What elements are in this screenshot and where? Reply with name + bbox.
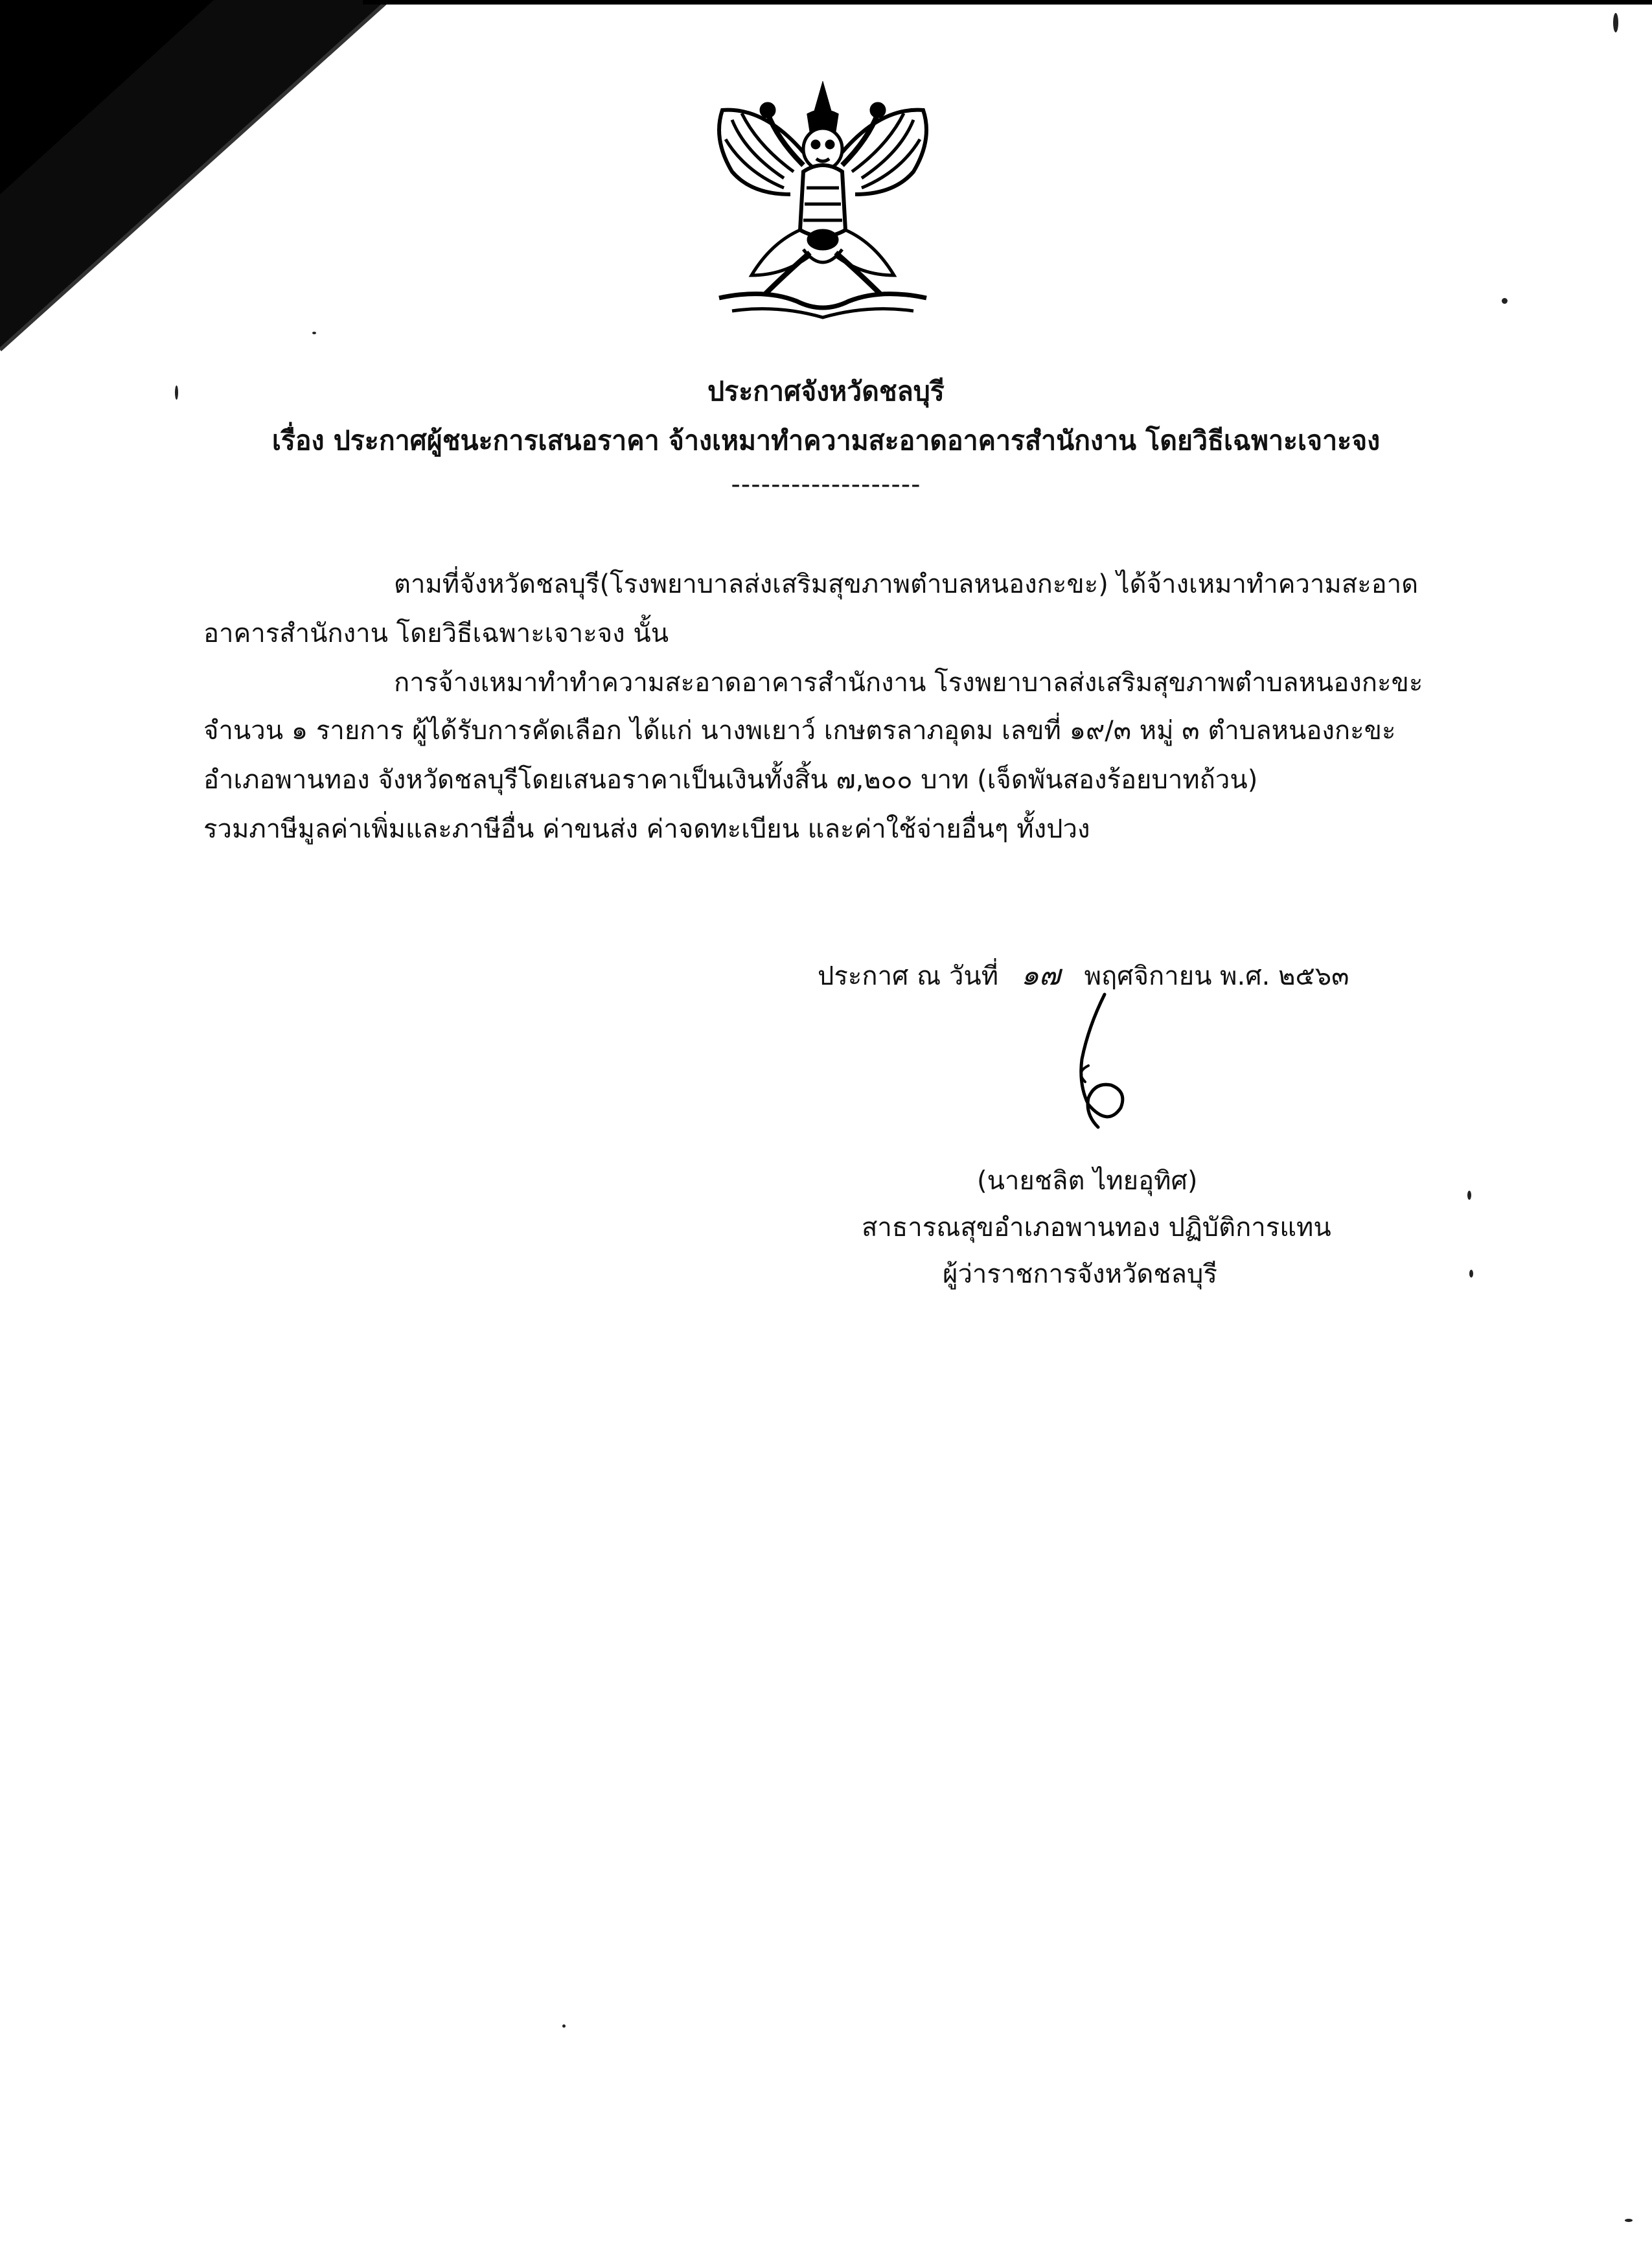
announcement-title: ประกาศจังหวัดชลบุรี xyxy=(707,376,945,407)
paragraph1-line1: ตามที่จังหวัดชลบุรี(โรงพยาบาลส่งเสริมสุขภาพตำบลหนองกะขะ) ได้จ้างเหมาทำความสะอาด xyxy=(394,569,1419,599)
date-day: ๑๗ xyxy=(1020,959,1061,992)
paragraph2-line2: จำนวน ๑ รายการ ผู้ได้รับการคัดเลือก ได้แก่ นางพเยาว์ เกษตรลาภอุดม เลขที่ ๑๙/๓ หมู่ ๓ ตำบลหนองกะขะ xyxy=(203,716,1396,746)
scan-speck xyxy=(175,385,178,400)
date-line xyxy=(818,961,1349,990)
scan-speck xyxy=(1467,1191,1471,1200)
paragraph1-line2: อาคารสำนักงาน โดยวิธีเฉพาะเจาะจง นั้น xyxy=(203,619,669,648)
date-month-year: พฤศจิกายน พ.ศ. ๒๕๖๓ xyxy=(1084,961,1349,991)
date-prefix: ประกาศ ณ วันที่ xyxy=(818,961,999,991)
announcement-subject: เรื่อง ประกาศผู้ชนะการเสนอราคา จ้างเหมาทำความสะอาดอาคารสำนักงาน โดยวิธีเฉพาะเจาะจง xyxy=(271,425,1381,456)
scan-speck xyxy=(1469,1270,1473,1277)
paragraph2-line3: อำเภอพานทอง จังหวัดชลบุรีโดยเสนอราคาเป็นเงินทั้งสิ้น ๗,๒๐๐ บาท (เจ็ดพันสองร้อยบาทถ้วน) xyxy=(203,765,1258,795)
garuda-emblem xyxy=(706,81,939,327)
signatory-position2: ผู้ว่าราชการจังหวัดชลบุรี xyxy=(943,1259,1217,1289)
scan-speck xyxy=(562,2024,566,2028)
signatory-position1: สาธารณสุขอำเภอพานทอง ปฏิบัติการแทน xyxy=(862,1213,1331,1243)
signatory-name: (นายชลิต ไทยอุทิศ) xyxy=(977,1166,1198,1196)
scan-speck xyxy=(312,332,316,334)
scan-top-edge xyxy=(363,0,1652,5)
scan-speck xyxy=(1625,2219,1633,2222)
scan-corner-shadow xyxy=(0,0,402,363)
paragraph2-line1: การจ้างเหมาทำทำความสะอาดอาคารสำนักงาน โรงพยาบาลส่งเสริมสุขภาพตำบลหนองกะขะ xyxy=(394,668,1423,698)
separator: ------------------- xyxy=(731,470,921,499)
scan-speck xyxy=(1502,298,1508,304)
paragraph2-line4: รวมภาษีมูลค่าเพิ่มและภาษีอื่น ค่าขนส่ง ค่าจดทะเบียน และค่าใช้จ่ายอื่นๆ ทั้งปวง xyxy=(203,814,1090,844)
handwritten-signature xyxy=(1050,988,1140,1143)
scan-speck xyxy=(1613,13,1618,32)
